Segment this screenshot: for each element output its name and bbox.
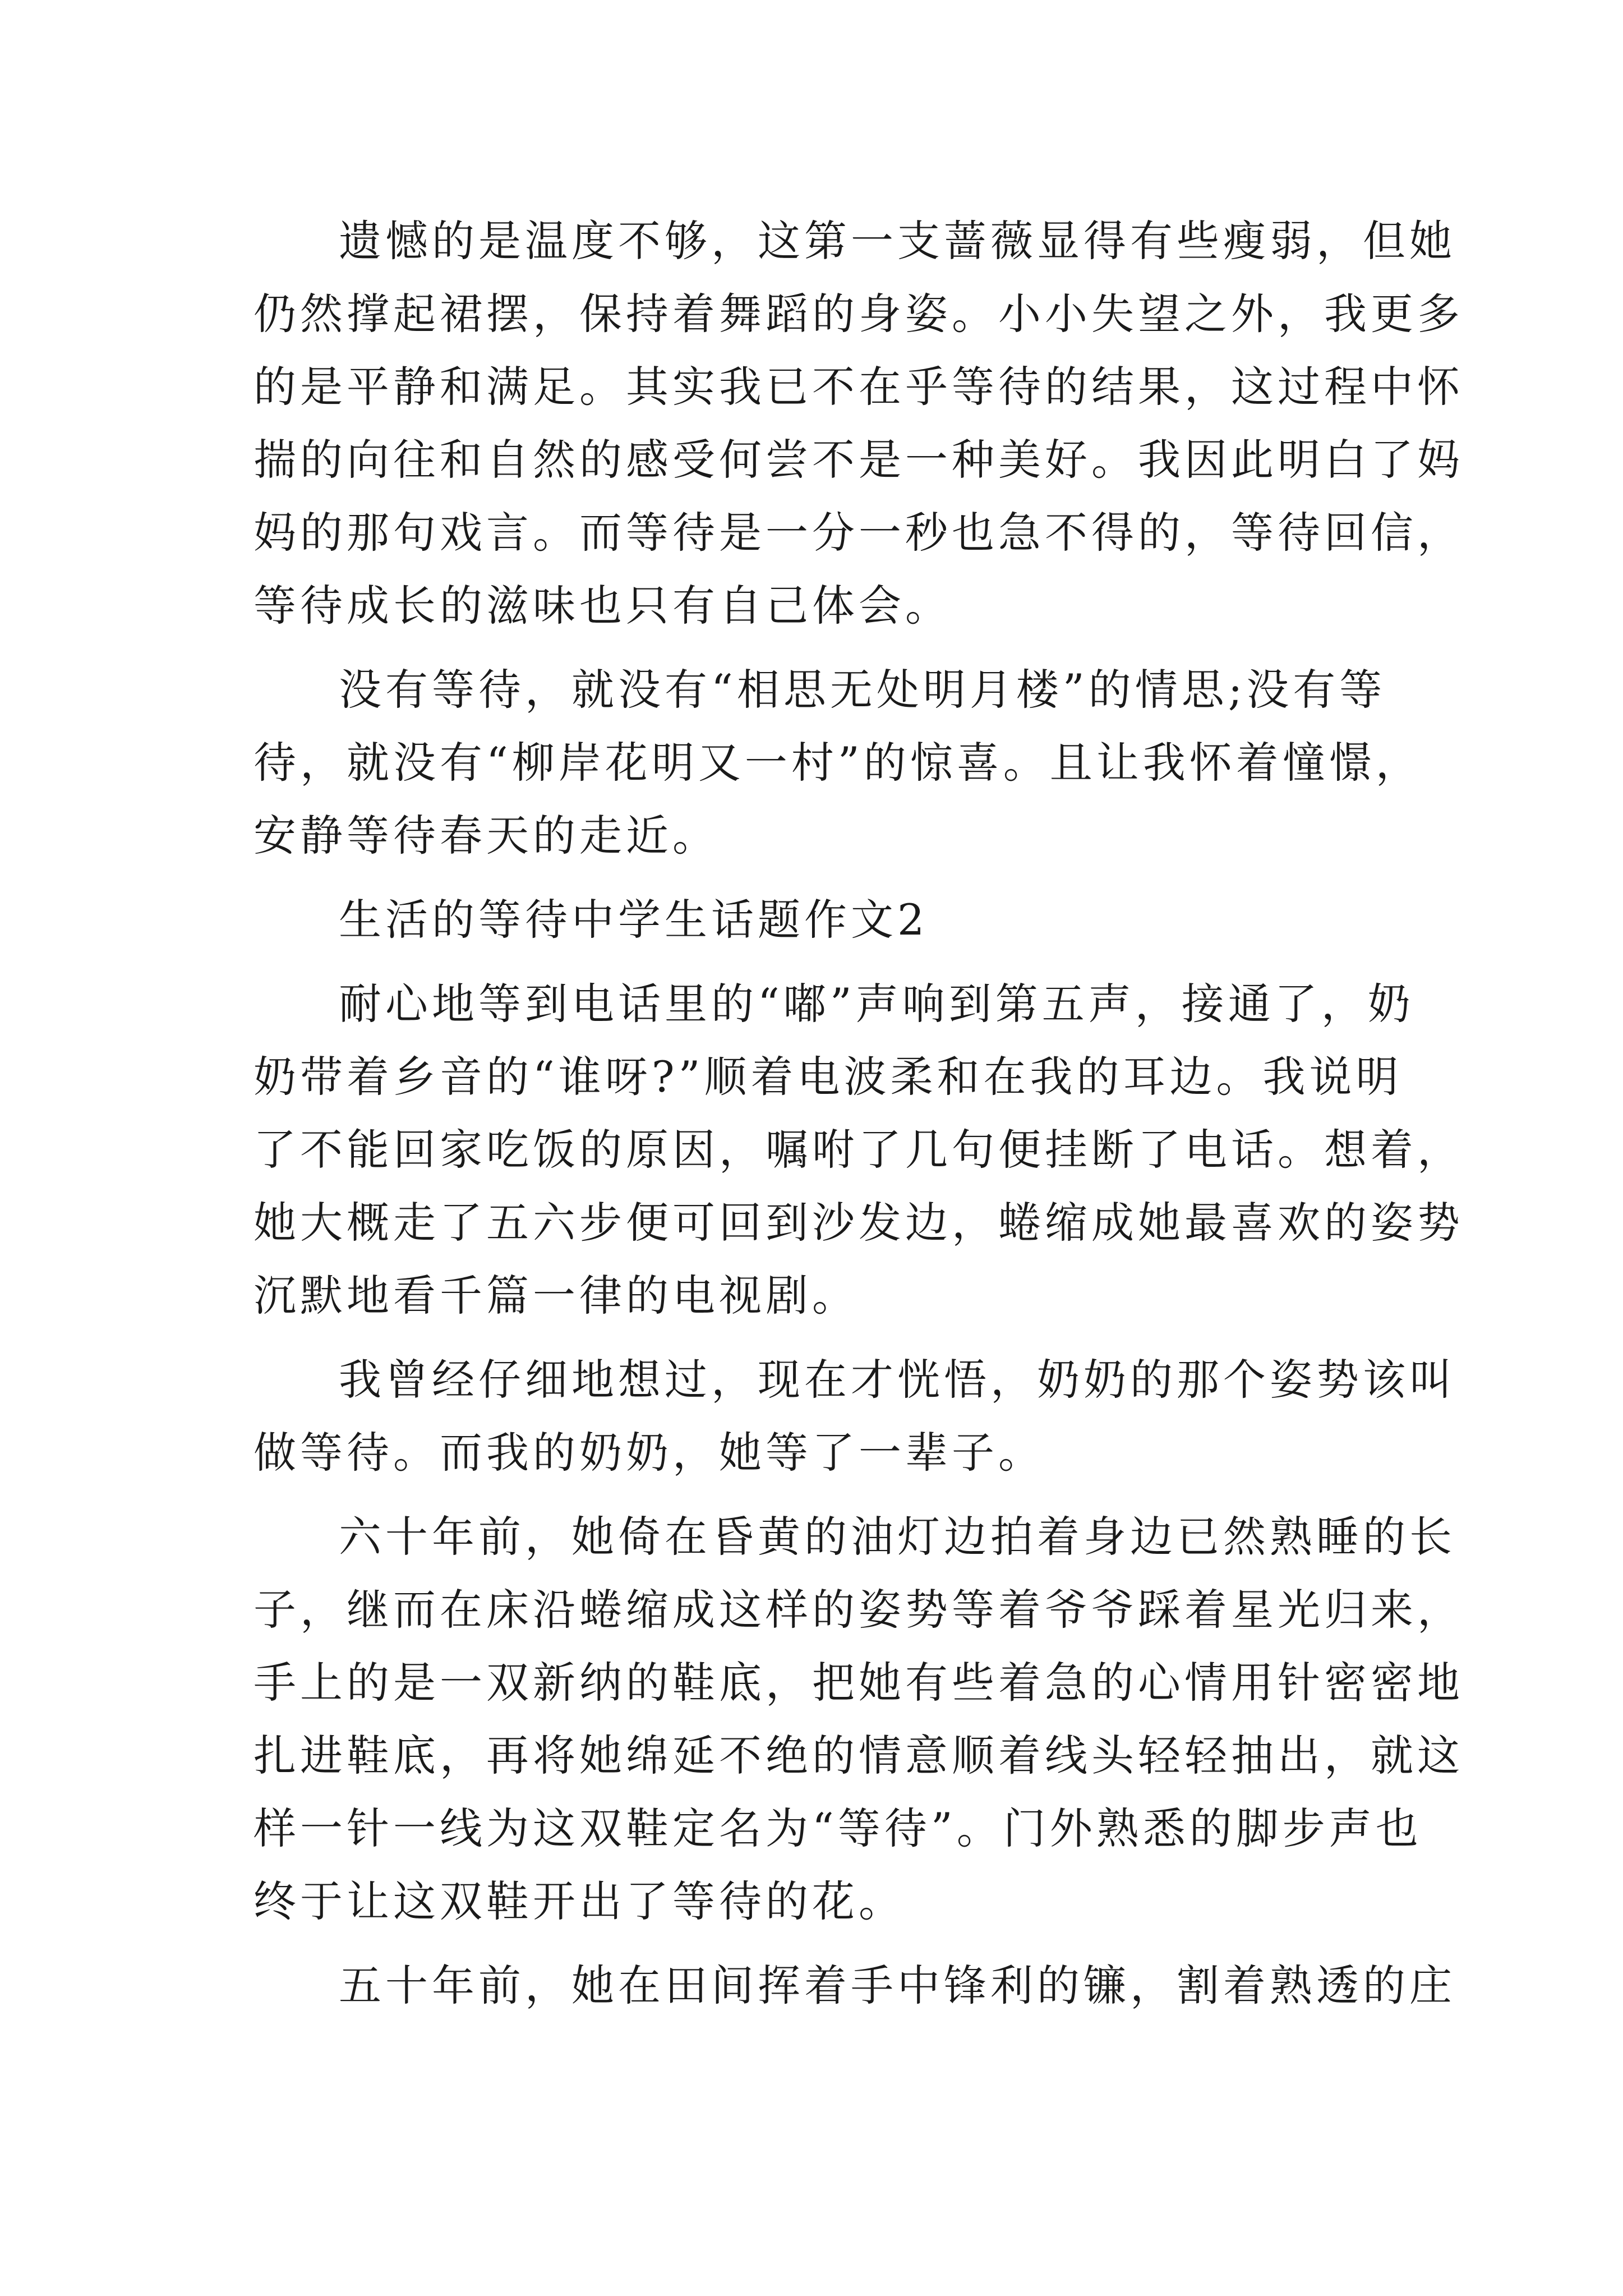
paragraph-line: 五十年前，她在田间挥着手中锋利的镰，割着熟透的庄 (339, 1961, 1456, 2010)
paragraph-line: 等待成长的滋味也只有自己体会。 (253, 581, 952, 631)
paragraph-line: 沉默地看千篇一律的电视剧。 (253, 1271, 859, 1320)
paragraph-line: 遗憾的是温度不够，这第一支蔷薇显得有些瘦弱，但她 (339, 216, 1456, 266)
paragraph-line: 揣的向往和自然的感受何尝不是一种美好。我因此明白了妈 (253, 435, 1464, 485)
paragraph-line: 六十年前，她倚在昏黄的油灯边拍着身边已然熟睡的长 (339, 1512, 1456, 1562)
paragraph-line: 我曾经仔细地想过，现在才恍悟，奶奶的那个姿势该叫 (339, 1355, 1456, 1405)
paragraph-line: 妈的那句戏言。而等待是一分一秒也急不得的，等待回信， (253, 508, 1464, 558)
paragraph-line: 仍然撑起裙摆，保持着舞蹈的身姿。小小失望之外，我更多 (253, 289, 1464, 339)
paragraph-line: 奶带着乡音的“谁呀?”顺着电波柔和在我的耳边。我说明 (253, 1052, 1403, 1102)
paragraph-line: 做等待。而我的奶奶，她等了一辈子。 (253, 1428, 1045, 1478)
section-title: 生活的等待中学生话题作文2 (339, 895, 929, 945)
paragraph-line: 扎进鞋底，再将她绵延不绝的情意顺着线头轻轻抽出，就这 (253, 1731, 1464, 1780)
paragraph-line: 耐心地等到电话里的“嘟”声响到第五声，接通了，奶 (339, 979, 1414, 1029)
paragraph-line: 了不能回家吃饭的原因，嘱咐了几句便挂断了电话。想着， (253, 1125, 1464, 1175)
paragraph-line: 待，就没有“柳岸花明又一村”的惊喜。且让我怀着憧憬， (253, 738, 1422, 788)
paragraph-line: 安静等待春天的走近。 (253, 811, 719, 861)
paragraph-line: 样一针一线为这双鞋定名为“等待”。门外熟悉的脚步声也 (253, 1803, 1422, 1853)
paragraph-line: 她大概走了五六步便可回到沙发边，蜷缩成她最喜欢的姿势 (253, 1198, 1464, 1248)
paragraph-line: 的是平静和满足。其实我已不在乎等待的结果，这过程中怀 (253, 362, 1464, 412)
paragraph-line: 没有等待，就没有“相思无处明月楼”的情思;没有等 (339, 665, 1386, 715)
paragraph-line: 子，继而在床沿蜷缩成这样的姿势等着爷爷踩着星光归来， (253, 1585, 1464, 1635)
paragraph-line: 手上的是一双新纳的鞋底，把她有些着急的心情用针密密地 (253, 1658, 1464, 1708)
paragraph-line: 终于让这双鞋开出了等待的花。 (253, 1876, 905, 1926)
